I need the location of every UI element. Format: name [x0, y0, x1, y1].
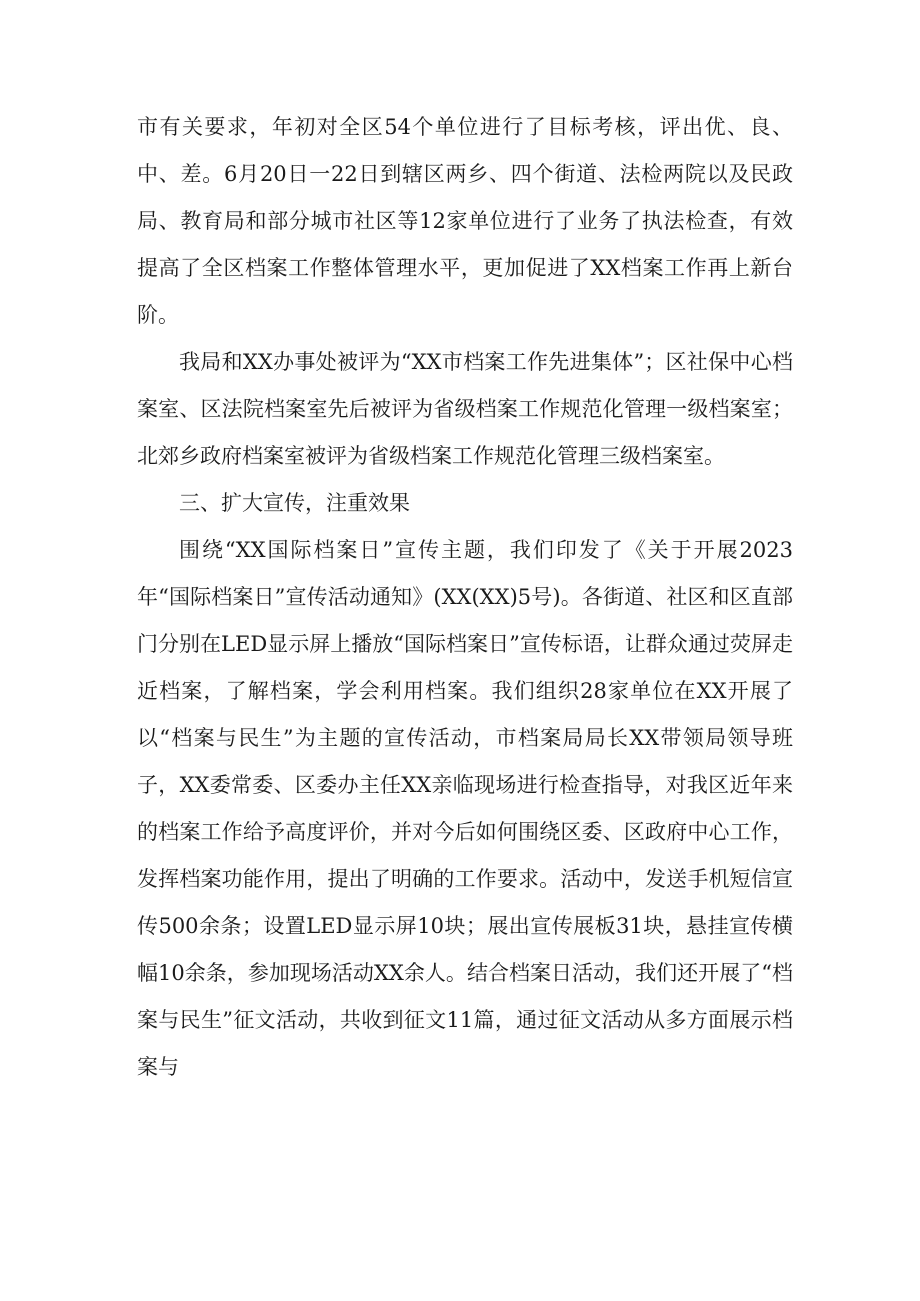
body-paragraph-awards: 我局和XX办事处被评为“XX市档案工作先进集体”；区社保中心档案室、区法院档案室先后被评为省级档案工作规范化管理一级档案室；北郊乡政府档案室被评为省级档案工作规范化管理三级档案室。 — [137, 350, 793, 468]
section-heading: 三、扩大宣传，注重效果 — [179, 491, 410, 515]
body-paragraph-publicity: 围绕“XX国际档案日”宣传主题，我们印发了《关于开展2023年“国际档案日”宣传活动通知》(XX(XX)5号)。各街道、社区和区直部门分别在LED显示屏上播放“国际档案日”宣传标语，让群众通过荧屏走近档案，了解档案，学会利用档案。我们组织28家单位在XX开展了以“档案与民生”为主题的宣传活动，市档案局局长XX带领局领导班子，XX委常委、区委办主任XX亲临现场进行检查指导，对我区近年来的档案工作给予高度评价，并对今后如何围绕区委、区政府中心工作，发挥档案功能作用，提出了明确的工作要求。活动中，发送手机短信宣传500余条；设置LED显示屏10块；展出宣传展板31块，悬挂宣传横幅10余条，参加现场活动XX余人。结合档案日活动，我们还开展了“档案与民生”征文活动，共收到征文11篇，通过征文活动从多方面展示档案与 — [137, 538, 793, 1079]
document-page — [137, 104, 793, 1091]
body-paragraph-continued: 市有关要求，年初对全区54个单位进行了目标考核，评出优、良、中、差。6月20日一22日到辖区两乡、四个街道、法检两院以及民政局、教育局和部分城市社区等12家单位进行了业务了执法检查，有效提高了全区档案工作整体管理水平，更加促进了XX档案工作再上新台阶。 — [137, 115, 793, 327]
